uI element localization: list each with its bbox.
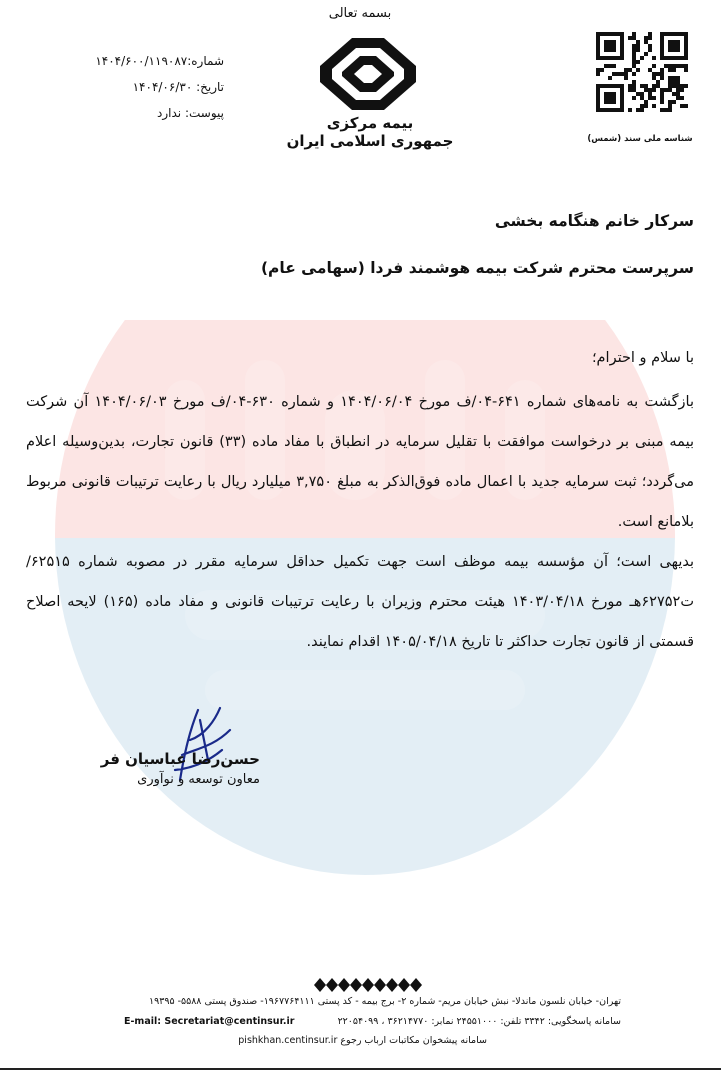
footer-portal: pishkhan.centinsur.ir سامانه پیشخوان مکاتبات ارباب رجوع — [238, 1035, 487, 1046]
addressee-name: سرکار خانم هنگامه بخشی — [494, 212, 694, 230]
org-name-line1: بیمه مرکزی — [326, 114, 414, 132]
addressee-title: سرپرست محترم شرکت بیمه هوشمند فردا (سهامی عام) — [260, 259, 694, 277]
footer-phones: سامانه پاسخگویی: ۳۳۴۲ تلفن: ۲۴۵۵۱۰۰۰ نمابر: ۳۶۲۱۴۷۷۰ ، ۲۲۰۵۴۰۹۹ — [337, 1016, 621, 1027]
letter-date: تاریخ: ۱۴۰۴/۰۶/۳۰ — [132, 80, 224, 94]
body-paragraph-2: بدیهی است؛ آن مؤسسه بیمه موظف است جهت تکمیل حداقل سرمایه مقرر در مصوبه شماره ۶۲۵۱۵/ت۶۲۷۵۲هـ مورخ ۱۴۰۳/۰۴/۱۸ هیئت محترم وزیران با رعایت ترتیبات قانونی و مفاد ماده (۱۶۵) لایحه اصلاح قسمتی از قانون تجارت حداکثر تا تاریخ ۱۴۰۵/۰۴/۱۸ اقدام نمایند. — [26, 554, 694, 650]
qr-code-label: شناسه ملی سند (شمس) — [587, 134, 693, 144]
letter-number: شماره:۱۴۰۴/۶۰۰/۱۱۹۰۸۷ — [95, 54, 224, 68]
footer-diamond-divider-icon — [0, 976, 721, 994]
greeting: با سلام و احترام؛ — [591, 350, 694, 366]
signer-name: حسن‌رضا عباسیان فر — [100, 750, 260, 768]
footer-email: E-mail: Secretariat@centinsur.ir — [124, 1016, 295, 1027]
body-paragraph-1: بازگشت به نامه‌های شماره ۶۴۱-۰۴/ف مورخ ۱۴۰۴/۰۶/۰۴ و شماره ۶۳۰-۰۴/ف مورخ ۱۴۰۴/۰۶/۰۳ آن شرکت بیمه مبنی بر درخواست موافقت با تقلیل سرمایه در انطباق با مفاد ماده (۳۳) قانون تجارت، بدین‌وسیله اعلام می‌گردد؛ ثبت سرمایه جدید با اعمال ماده فوق‌الذکر به مبلغ ۳,۷۵۰ میلیارد ریال با رعایت ترتیبات قانونی مربوط بلامانع است. — [26, 394, 694, 530]
footer-address: تهران- خیابان نلسون ماندلا- نبش خیابان مریم- شماره ۲- برج بیمه - کد پستی ۱۹۶۷۷۶۴۱۱۱- صندوق پستی ۵۵۸۸- ۱۹۳۹۵ — [149, 996, 621, 1007]
letter-meta — [14, 48, 224, 126]
bottom-divider — [0, 1068, 721, 1070]
letter-attachment: پیوست: ندارد — [157, 106, 224, 120]
central-insurance-logo-icon — [318, 36, 418, 112]
basmala: بسمه تعالی — [328, 6, 392, 21]
qr-code-icon — [596, 32, 688, 112]
org-name-line2: جمهوری اسلامی ایران — [286, 132, 454, 150]
signer-title: معاون توسعه و نوآوری — [137, 772, 260, 787]
